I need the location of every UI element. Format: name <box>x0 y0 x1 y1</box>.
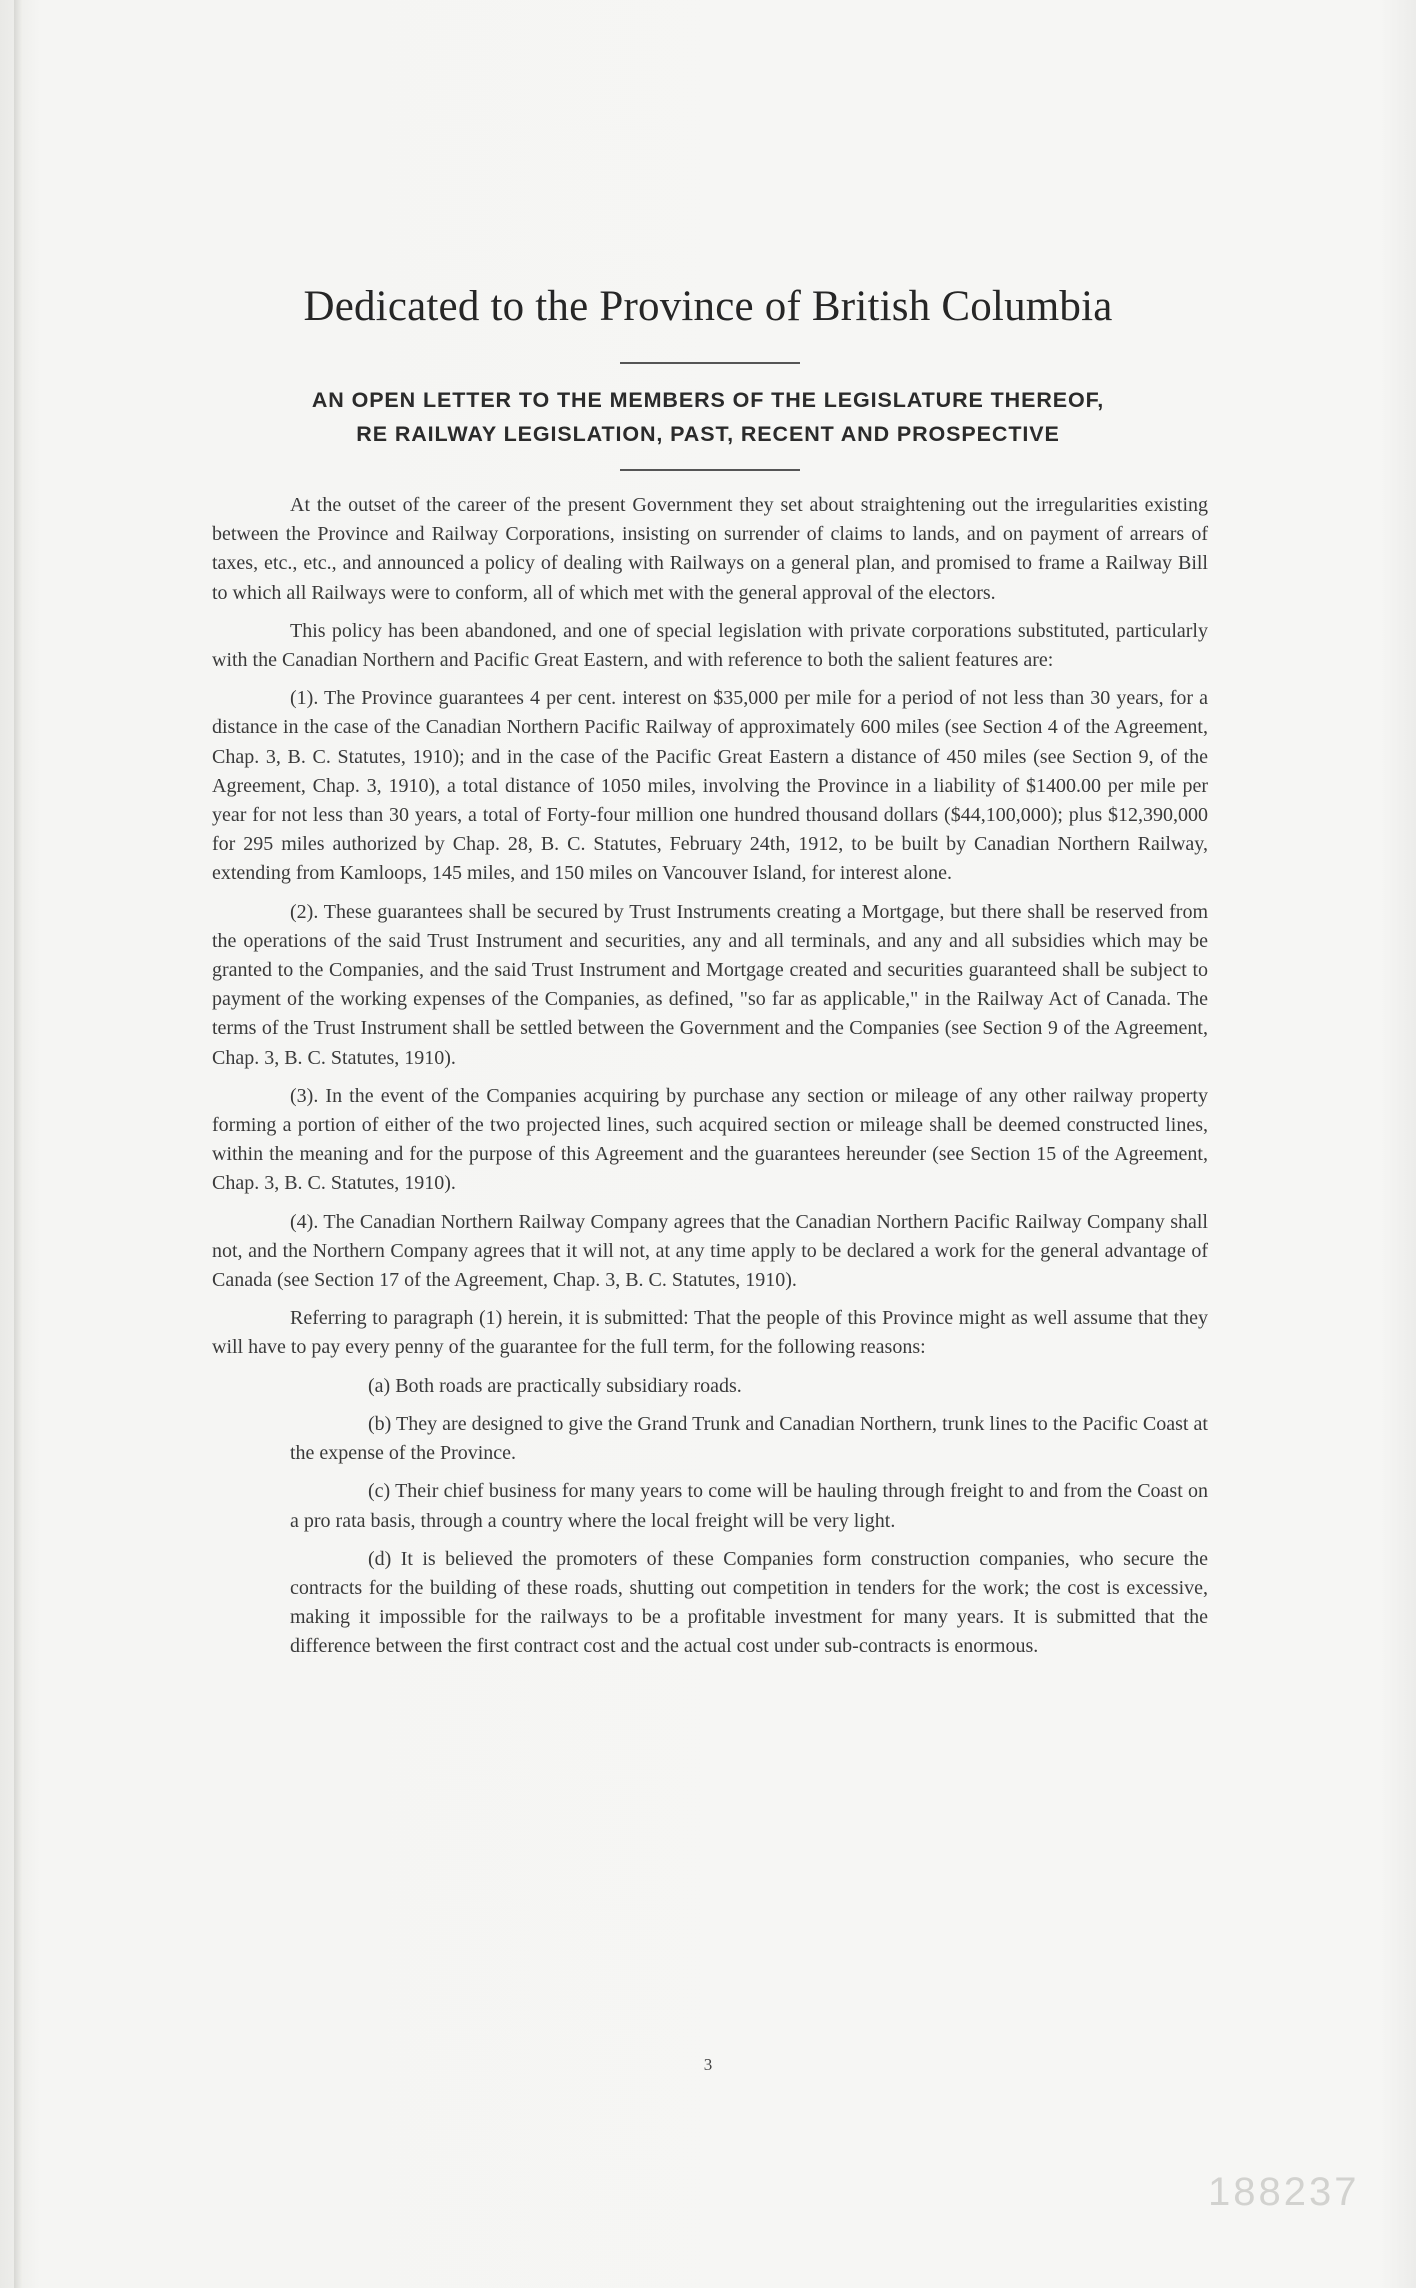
letter-body <box>212 491 1208 1671</box>
reason-a: (a) Both roads are practically subsidiary roads. <box>368 1374 742 1397</box>
paragraph-referring: Referring to paragraph (1) herein, it is submitted: That the people of this Province might as well assume that they will have to pay every penny of the guarantee for the full term, for the following reasons: <box>212 1307 1208 1359</box>
archive-stamp: 188237 <box>1208 2170 1360 2214</box>
document-subtitle <box>180 383 1236 451</box>
paragraph-2: (2). These guarantees shall be secured by Trust Instruments creating a Mortgage, but there shall be reserved from the operations of the said Trust Instrument and securities, any and all terminals, and any and all subsidies which may be granted to the Companies, and the said Trust Instrument and Mortgage created and securities guaranteed shall be subject to payment of the working expenses of the Companies, as defined, "so far as applicable," in the Railway Act of Canada. The terms of the Trust Instrument shall be settled between the Government and the Companies (see Section 9 of the Agreement, Chap. 3, B. C. Statutes, 1910). <box>212 900 1208 1069</box>
paragraph-1: (1). The Province guarantees 4 per cent. interest on $35,000 per mile for a period of not less than 30 years, for a distance in the case of the Canadian Northern Pacific Railway of approximately 600 miles (see Section 4 of the Agreement, Chap. 3, B. C. Statutes, 1910); and in the case of the Pacific Great Eastern a distance of 450 miles (see Section 9, of the Agreement, Chap. 3, 1910), a total distance of 1050 miles, involving the Province in a liability of $1400.00 per mile per year for not less than 30 years, a total of Forty-four million one hundred thousand dollars ($44,100,000); plus $12,390,000 for 295 miles authorized by Chap. 28, B. C. Statutes, February 24th, 1912, to be built by Canadian Northern Railway, extending from Kamloops, 145 miles, and 150 miles on Vancouver Island, for interest alone. <box>212 687 1208 885</box>
subtitle-line-2: RE RAILWAY LEGISLATION, PAST, RECENT AND PROSPECTIVE <box>356 422 1060 446</box>
page-number: 3 <box>703 2055 713 2074</box>
reasons-list <box>290 1372 1208 1662</box>
subtitle-line-1: AN OPEN LETTER TO THE MEMBERS OF THE LEGISLATURE THEREOF, <box>311 388 1105 412</box>
title-divider <box>620 362 800 364</box>
document-title: Dedicated to the Province of British Columbia <box>303 283 1113 330</box>
paragraph-3: (3). In the event of the Companies acquiring by purchase any section or mileage of any other railway property forming a portion of either of the two projected lines, such acquired section or mileage shall be deemed constructed lines, within the meaning and for the purpose of this Agreement and the guarantees hereunder (see Section 15 of the Agreement, Chap. 3, B. C. Statutes, 1910). <box>212 1084 1208 1195</box>
reason-c: (c) Their chief business for many years to come will be hauling through freight to and from the Coast on a pro rata basis, through a country where the local freight will be very light. <box>290 1480 1208 1532</box>
reason-b: (b) They are designed to give the Grand Trunk and Canadian Northern, trunk lines to the Pacific Coast at the expense of the Province. <box>290 1412 1208 1465</box>
paragraph-intro: At the outset of the career of the present Government they set about straightening out the irregularities existing between the Province and Railway Corporations, insisting on surrender of claims to lands, and on payment of arrears of taxes, etc., etc., and announced a policy of dealing with Railways on a general plan, and promised to frame a Railway Bill to which all Railways were to conform, all of which met with the general approval of the electors. <box>212 494 1208 604</box>
paragraph-4: (4). The Canadian Northern Railway Company agrees that the Canadian Northern Pacific Railway Company shall not, and the Northern Company agrees that it will not, at any time apply to be declared a work for the general advantage of Canada (see Section 17 of the Agreement, Chap. 3, B. C. Statutes, 1910). <box>212 1210 1208 1292</box>
subtitle-divider <box>620 469 800 471</box>
binding-edge <box>14 0 22 2288</box>
paragraph-policy: This policy has been abandoned, and one of special legislation with private corporations substituted, particularly with the Canadian Northern and Pacific Great Eastern, and with reference to both the salient features are: <box>212 619 1208 672</box>
reason-d: (d) It is believed the promoters of these Companies form construction companies, who secure the contracts for the building of these roads, shutting out competition in tenders for the work; the cost is excessive, making it impossible for the railways to be a profitable investment for many years. It is submitted that the difference between the first contract cost and the actual cost under sub-contracts is enormous. <box>290 1547 1208 1658</box>
